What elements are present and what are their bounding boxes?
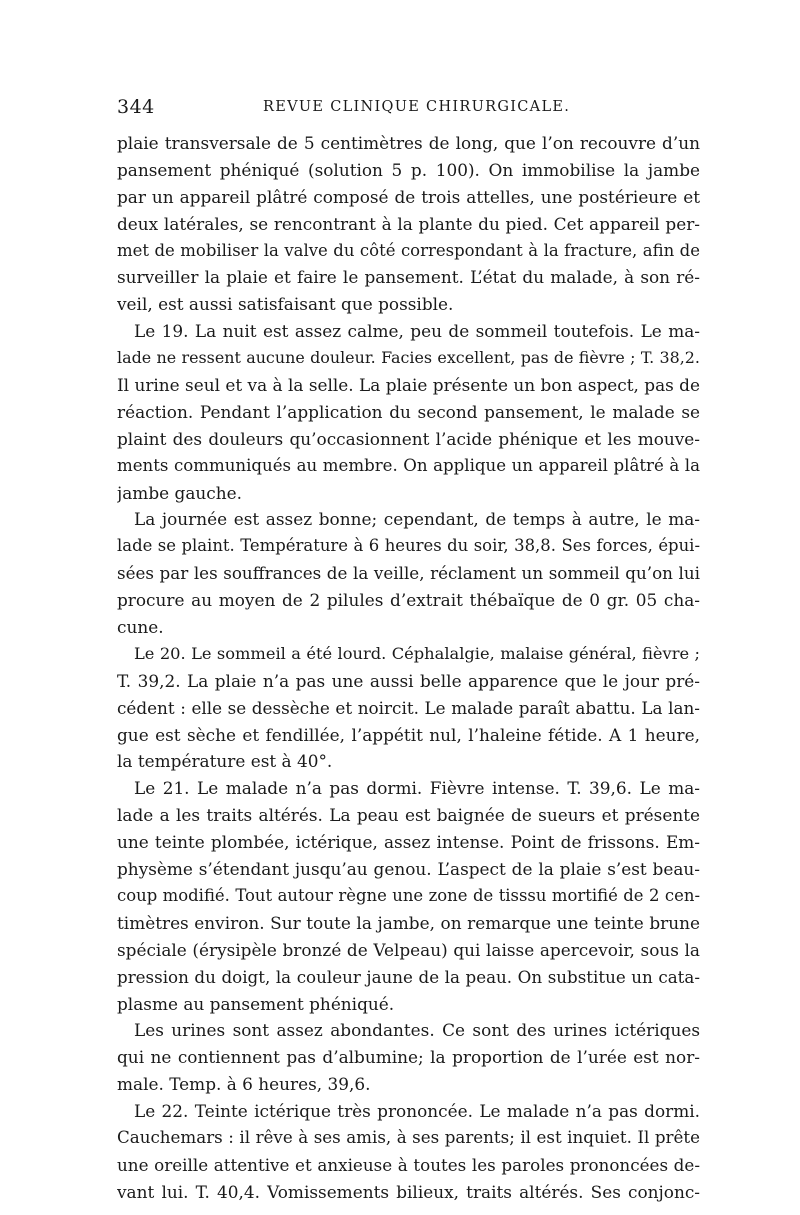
text-line: male. Temp. à 6 heures, 39,6.: [117, 1074, 371, 1095]
body-text: [117, 130, 700, 1206]
text-line: La journée est assez bonne; cependant, de temps à autre, le ma-: [134, 509, 700, 530]
text-line: Le 22. Teinte ictérique très prononcée. Le malade n’a pas dormi.: [134, 1101, 700, 1122]
text-line: ments communiqués au membre. On applique un appareil plâtré à la: [117, 455, 700, 475]
text-line: sées par les souffrances de la veille, réclament un sommeil qu’on lui: [117, 563, 700, 584]
text-line: spéciale (érysipèle bronzé de Velpeau) qui laisse apercevoir, sous la: [117, 939, 700, 960]
text-line: cune.: [117, 617, 164, 638]
text-line: timètres environ. Sur toute la jambe, on remarque une teinte brune: [117, 912, 700, 933]
text-line: la température est à 40°.: [117, 751, 333, 772]
text-line: veil, est aussi satisfaisant que possible.: [117, 294, 454, 315]
text-line: qui ne contiennent pas d’albumine; la proportion de l’urée est nor-: [117, 1047, 700, 1068]
text-line: physème s’étendant jusqu’au genou. L’aspect de la plaie s’est beau-: [117, 859, 700, 880]
page-number: 344: [117, 96, 155, 118]
text-line: plaint des douleurs qu’occasionnent l’acide phénique et les mouve-: [117, 428, 700, 449]
text-line: Les urines sont assez abondantes. Ce sont des urines ictériques: [134, 1020, 700, 1041]
text-line: pansement phéniqué (solution 5 p. 100). On immobilise la jambe: [117, 159, 700, 180]
text-line: plasme au pansement phéniqué.: [117, 993, 395, 1014]
text-line: coup modifié. Tout autour règne une zone de tisssu mortifié de 2 cen-: [117, 885, 700, 905]
text-line: cédent : elle se dessèche et noircit. Le malade paraît abattu. La lan-: [117, 697, 700, 718]
text-line: Il urine seul et va à la selle. La plaie présente un bon aspect, pas de: [117, 375, 700, 396]
text-line: surveiller la plaie et faire le pansement. L’état du malade, à son ré-: [117, 267, 700, 288]
text-line: T. 39,2. La plaie n’a pas une aussi belle apparence que le jour pré-: [117, 670, 700, 691]
text-line: Cauchemars : il rêve à ses amis, à ses parents; il est inquiet. Il prête: [117, 1127, 700, 1147]
text-line: deux latérales, se rencontrant à la plante du pied. Cet appareil per-: [117, 213, 700, 234]
text-line: lade se plaint. Température à 6 heures du soir, 38,8. Ses forces, épui-: [117, 536, 700, 556]
text-line: Le 21. Le malade n’a pas dormi. Fièvre intense. T. 39,6. Le ma-: [134, 778, 700, 799]
text-line: réaction. Pendant l’application du second pansement, le malade se: [117, 401, 700, 422]
text-line: jambe gauche.: [117, 482, 242, 503]
text-line: une oreille attentive et anxieuse à toutes les paroles prononcées de-: [117, 1154, 700, 1175]
text-line: lade ne ressent aucune douleur. Facies excellent, pas de fièvre ; T. 38,2.: [117, 348, 700, 368]
text-line: met de mobiliser la valve du côté correspondant à la fracture, afin de: [117, 240, 700, 260]
text-line: vant lui. T. 40,4. Vomissements bilieux, traits altérés. Ses conjonc-: [117, 1181, 700, 1202]
text-line: Le 20. Le sommeil a été lourd. Céphalalgie, malaise général, fièvre ;: [134, 643, 700, 663]
text-line: gue est sèche et fendillée, l’appétit nul, l’haleine fétide. A 1 heure,: [117, 724, 700, 745]
text-line: lade a les traits altérés. La peau est baignée de sueurs et présente: [117, 805, 700, 826]
text-line: Le 19. La nuit est assez calme, peu de sommeil toutefois. Le ma-: [134, 321, 700, 342]
text-line: plaie transversale de 5 centimètres de long, que l’on recouvre d’un: [117, 133, 700, 153]
text-line: une teinte plombée, ictérique, assez intense. Point de frissons. Em-: [117, 832, 700, 853]
running-head: [117, 96, 700, 120]
running-title: REVUE CLINIQUE CHIRURGICALE.: [263, 99, 571, 115]
text-line: procure au moyen de 2 pilules d’extrait thébaïque de 0 gr. 05 cha-: [117, 590, 700, 611]
text-line: pression du doigt, la couleur jaune de la peau. On substitue un cata-: [117, 966, 700, 987]
text-line: par un appareil plâtré composé de trois attelles, une postérieure et: [117, 186, 700, 207]
